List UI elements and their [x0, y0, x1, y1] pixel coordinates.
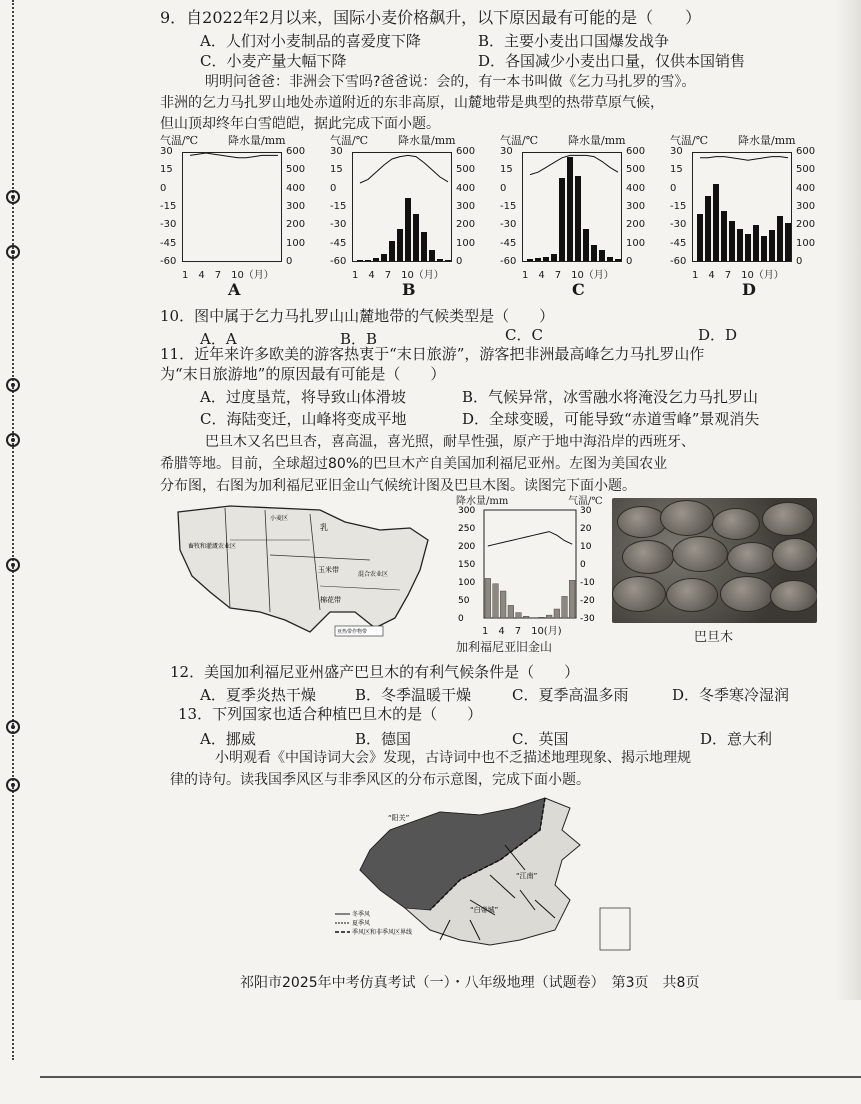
- temp-tick: -15: [330, 200, 347, 212]
- q12-option-d: D．冬季寒冷湿润: [672, 686, 790, 704]
- precip-tick: 400: [286, 182, 306, 194]
- q9-option-b: B．主要小麦出口国爆发战争: [478, 32, 670, 50]
- temp-tick: 30: [500, 146, 513, 157]
- china-legend-item: 冬季风: [352, 911, 371, 918]
- temp-tick: 15: [160, 164, 173, 176]
- china-map-label: “江南”: [516, 872, 538, 880]
- precip-tick: 100: [626, 237, 646, 249]
- sf-precip-tick: 0: [458, 614, 464, 624]
- climate-chart-a: [160, 132, 330, 302]
- binding-hole-icon: [6, 433, 20, 447]
- china-monsoon-map: [330, 790, 640, 960]
- binding-hole-icon: [6, 558, 20, 572]
- sf-temp-tick: 20: [580, 524, 592, 534]
- precip-tick: 600: [286, 146, 306, 157]
- temp-axis-label: 气温/℃: [160, 134, 199, 147]
- precip-axis-label: 降水量/mm: [398, 134, 456, 147]
- chart-plot-area: [692, 152, 792, 262]
- binding-dotted-line: [12, 0, 14, 1060]
- sf-precip-bar: [500, 591, 506, 618]
- precip-tick: 200: [796, 219, 816, 231]
- temp-tick: 30: [330, 146, 343, 157]
- sf-temp-tick: -30: [580, 614, 595, 624]
- temp-axis-label: 气温/℃: [330, 134, 369, 147]
- sf-precip-bar: [523, 616, 529, 618]
- precip-tick: 600: [626, 146, 646, 157]
- chart-letter: A: [228, 280, 241, 299]
- chart-letter: D: [742, 280, 756, 299]
- q12-option-b: B．冬季温暖干燥: [355, 686, 472, 704]
- q10-option-c: C．C: [505, 326, 543, 344]
- almond-nut: [617, 506, 667, 538]
- precip-tick: 400: [456, 182, 476, 194]
- san-francisco-climate-chart: [456, 492, 606, 652]
- china-map-label: “白帝城”: [470, 906, 499, 914]
- temp-tick: -15: [160, 200, 177, 212]
- passage1-line: 明明问爸爸：非洲会下雪吗?爸爸说：会的，有一本书叫做《乞力马扎罗的雪》。: [205, 74, 696, 90]
- almond-caption: 巴旦木: [694, 630, 734, 645]
- q11-option-b: B．气候异常，冰雪融水将淹没乞力马扎罗山: [462, 388, 759, 406]
- precip-tick: 100: [286, 237, 306, 249]
- temp-axis-label: 气温/℃: [500, 134, 539, 147]
- temp-tick: -45: [160, 237, 177, 249]
- temp-tick: -45: [500, 237, 517, 249]
- almond-nut: [672, 536, 728, 572]
- sf-precip-tick: 50: [458, 596, 470, 606]
- chart-plot-area: [182, 152, 282, 262]
- precip-tick: 400: [796, 182, 816, 194]
- chart-plot-area: [522, 152, 622, 262]
- temp-curve: [700, 157, 788, 161]
- temp-tick: -60: [160, 255, 177, 267]
- almond-nut: [762, 502, 814, 536]
- binding-hole-icon: [6, 190, 20, 204]
- us-map-label: 小麦区: [270, 515, 289, 522]
- sf-precip-bar: [554, 609, 560, 618]
- temp-curve: [530, 155, 618, 174]
- precip-tick: 100: [456, 237, 476, 249]
- precip-tick: 500: [626, 164, 646, 176]
- passage3-line: 律的诗句。读我国季风区与非季风区的分布示意图，完成下面小题。: [170, 772, 590, 788]
- precip-tick: 200: [456, 219, 476, 231]
- china-legend-item: 季风区和非季风区界线: [352, 929, 413, 936]
- q10-option-a: A．A: [200, 330, 237, 348]
- temp-tick: -15: [670, 200, 687, 212]
- precip-tick: 100: [796, 237, 816, 249]
- climate-charts: [160, 132, 820, 302]
- precip-tick: 200: [626, 219, 646, 231]
- temp-tick: -60: [330, 255, 347, 267]
- q11-option-c: C．海陆变迁，山峰将变成平地: [200, 410, 407, 428]
- temp-curve: [360, 155, 448, 183]
- q13-option-d: D．意大利: [700, 730, 773, 748]
- almond-nut: [622, 540, 674, 574]
- precip-tick: 300: [796, 200, 816, 212]
- precip-tick: 0: [456, 255, 463, 267]
- china-map-label: “阳关”: [388, 814, 410, 822]
- almond-nut: [660, 500, 714, 536]
- q10-stem: 10．图中属于乞力马扎罗山山麓地带的气候类型是（ ）: [160, 307, 555, 325]
- precip-tick: 500: [796, 164, 816, 176]
- almond-nut: [772, 538, 817, 572]
- temp-tick: -30: [670, 219, 687, 231]
- almond-nut: [720, 576, 774, 612]
- page-footer: 祁阳市2025年中考仿真考试（一）・八年级地理（试题卷） 第3页 共8页: [240, 975, 700, 991]
- passage2-line: 分布图，右图为加利福尼亚旧金山气候统计图及巴旦木图。读图完下面小题。: [160, 478, 636, 494]
- temp-tick: 0: [670, 182, 677, 194]
- precip-tick: 300: [286, 200, 306, 212]
- us-map-label: 棉花带: [320, 596, 341, 604]
- chart-letter: C: [572, 280, 585, 299]
- q13-option-b: B．德国: [355, 730, 412, 748]
- q11-option-d: D．全球变暖，可能导致“赤道雪峰”景观消失: [462, 410, 760, 428]
- q10-option-d: D．D: [698, 326, 738, 344]
- temp-tick: -30: [330, 219, 347, 231]
- q12-option-a: A．夏季炎热干燥: [200, 686, 316, 704]
- sf-temp-tick: 30: [580, 506, 592, 516]
- temp-tick: 30: [670, 146, 683, 157]
- precip-tick: 200: [286, 219, 306, 231]
- passage1-line: 非洲的乞力马扎罗山地处赤道附近的东非高原，山麓地带是典型的热带草原气候，: [160, 95, 664, 111]
- sf-caption: 加利福尼亚旧金山: [456, 640, 553, 654]
- china-legend-item: 夏季风: [352, 920, 371, 927]
- q9-option-a: A．人们对小麦制品的喜爱度下降: [200, 32, 421, 50]
- almond-nut: [727, 542, 777, 574]
- sf-precip-bar: [493, 584, 499, 618]
- us-map-label: 玉米带: [318, 566, 339, 574]
- temp-tick: -45: [670, 237, 687, 249]
- q9-stem: 9．自2022年2月以来，国际小麦价格飙升，以下原因最有可能的是（ ）: [160, 8, 702, 27]
- climate-chart-b: [330, 132, 500, 302]
- sf-temp-tick: 10: [580, 542, 592, 552]
- sf-precip-bar: [562, 596, 568, 618]
- temp-tick: 0: [160, 182, 167, 194]
- q13-option-a: A．挪威: [200, 730, 256, 748]
- sf-precip-tick: 250: [458, 524, 476, 534]
- precip-tick: 300: [626, 200, 646, 212]
- temp-tick: -30: [500, 219, 517, 231]
- sf-precip-bar: [546, 615, 552, 618]
- passage2-line: 希腊等地。目前，全球超过80%的巴旦木产自美国加利福尼亚州。左图为美国农业: [160, 456, 668, 472]
- sf-temp-tick: 0: [580, 560, 586, 570]
- sf-precip-bar: [516, 613, 522, 618]
- precip-tick: 500: [456, 164, 476, 176]
- precip-tick: 0: [286, 255, 293, 267]
- temp-tick: 30: [160, 146, 173, 157]
- temp-tick: -60: [670, 255, 687, 267]
- sf-precip-label: 降水量/mm: [456, 496, 509, 507]
- q10-option-b: B．B: [340, 330, 378, 348]
- q9-option-c: C．小麦产量大幅下降: [200, 52, 347, 70]
- binding-hole-icon: [6, 378, 20, 392]
- binding-hole-icon: [6, 245, 20, 259]
- temp-tick: 0: [330, 182, 337, 194]
- sf-chart-plot: [456, 504, 606, 634]
- us-map-label: 亚热带作物带: [337, 629, 368, 635]
- almond-nut: [770, 580, 817, 612]
- chart-plot-area: [352, 152, 452, 262]
- temp-tick: -15: [500, 200, 517, 212]
- climate-chart-d: [670, 132, 840, 302]
- precip-axis-label: 降水量/mm: [228, 134, 286, 147]
- sf-precip-bar: [539, 617, 545, 618]
- q12-option-c: C．夏季高温多雨: [512, 686, 629, 704]
- binding-margin: [0, 0, 34, 1104]
- q12-stem: 12．美国加利福尼亚州盛产巴旦木的有利气候条件是（ ）: [170, 663, 580, 681]
- temp-tick: 0: [500, 182, 507, 194]
- passage1-line: 但山顶却终年白雪皑皑，据此完成下面小题。: [160, 116, 440, 132]
- month-axis-label: 1 4 7 10（月）: [182, 270, 274, 281]
- binding-hole-icon: [6, 778, 20, 792]
- sf-precip-tick: 300: [458, 506, 476, 516]
- sf-precip-tick: 200: [458, 542, 476, 552]
- precip-tick: 400: [626, 182, 646, 194]
- temp-tick: -30: [160, 219, 177, 231]
- us-map-label: 畜牧和灌溉农业区: [188, 543, 237, 550]
- q11-stem-line2: 为“末日旅游地”的原因最有可能是（ ）: [160, 365, 446, 383]
- sf-precip-bar: [485, 578, 491, 618]
- almond-photo: [612, 498, 817, 623]
- precip-tick: 500: [286, 164, 306, 176]
- binding-hole-icon: [6, 720, 20, 734]
- us-map-label: 混合农业区: [358, 571, 389, 578]
- precip-tick: 300: [456, 200, 476, 212]
- passage3-line: 小明观看《中国诗词大会》发现，古诗词中也不乏描述地理现象、揭示地理规: [215, 750, 691, 766]
- month-axis-label: 1 4 7 10（月）: [522, 270, 614, 281]
- temp-curve: [190, 153, 278, 158]
- precip-axis-label: 降水量/mm: [568, 134, 626, 147]
- sf-precip-bar: [569, 580, 575, 618]
- almond-nut: [712, 508, 760, 540]
- us-agriculture-map: [170, 500, 435, 645]
- almond-nut: [612, 576, 666, 612]
- chart-letter: B: [402, 280, 416, 299]
- month-axis-label: 1 4 7 10（月）: [692, 270, 784, 281]
- temp-axis-label: 气温/℃: [670, 134, 709, 147]
- precip-tick: 600: [456, 146, 476, 157]
- almond-nut: [666, 578, 718, 612]
- precip-tick: 0: [626, 255, 633, 267]
- q9-option-d: D．各国减少小麦出口量，仅供本国销售: [478, 52, 746, 70]
- precip-tick: 600: [796, 146, 816, 157]
- precip-axis-label: 降水量/mm: [738, 134, 796, 147]
- climate-chart-c: [500, 132, 670, 302]
- temp-tick: -60: [500, 255, 517, 267]
- q13-option-c: C．英国: [512, 730, 569, 748]
- sf-temp-tick: -20: [580, 596, 595, 606]
- temp-tick: 15: [670, 164, 683, 176]
- sf-precip-tick: 150: [458, 560, 476, 570]
- q13-stem: 13．下列国家也适合种植巴旦木的是（ ）: [178, 705, 483, 723]
- passage2-line: 巴旦木又名巴旦杏，喜高温，喜光照，耐旱性强，原产于地中海沿岸的西班牙、: [205, 434, 695, 450]
- temp-tick: 15: [330, 164, 343, 176]
- sf-temp-curve: [488, 532, 572, 546]
- bottom-rule: [40, 1076, 861, 1078]
- sf-precip-tick: 100: [458, 578, 476, 588]
- sf-temp-tick: -10: [580, 578, 595, 588]
- precip-tick: 0: [796, 255, 803, 267]
- us-map-label: 乳: [320, 523, 328, 532]
- q11-stem-line1: 11．近年来许多欧美的游客热衷于“末日旅游”，游客把非洲最高峰乞力马扎罗山作: [160, 345, 705, 363]
- q11-option-a: A．过度垦荒，将导致山体滑坡: [200, 388, 406, 406]
- month-axis-label: 1 4 7 10（月）: [352, 270, 444, 281]
- sf-precip-bar: [508, 605, 514, 618]
- sf-temp-label: 气温/℃: [568, 496, 603, 507]
- sf-x-label: 1 4 7 10(月): [482, 626, 562, 637]
- temp-tick: -45: [330, 237, 347, 249]
- temp-tick: 15: [500, 164, 513, 176]
